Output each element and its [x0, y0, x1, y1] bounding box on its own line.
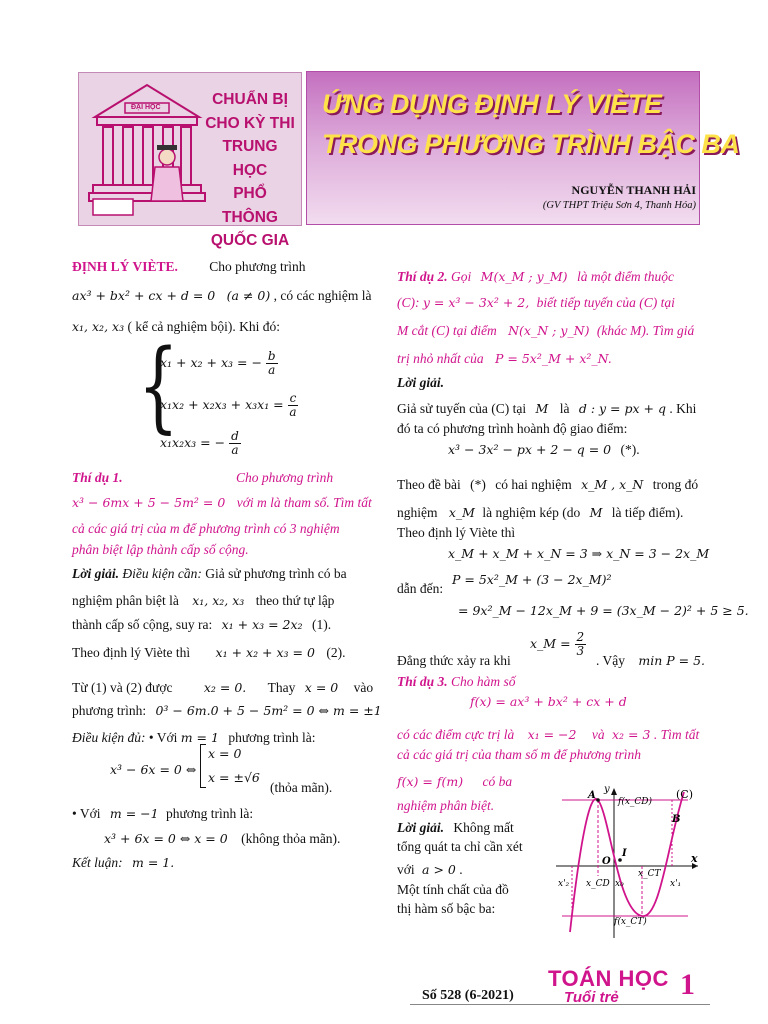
equation: 0³ − 6m.0 + 5 − 5m² = 0 ⇔ m = ±1	[155, 703, 382, 718]
logo-line: CHUẨN BỊ	[212, 91, 288, 108]
fraction	[266, 350, 278, 377]
fraction	[288, 392, 299, 419]
ex3-line-5: nghiệm phân biệt.	[397, 798, 495, 813]
graph-y-label: y	[604, 784, 610, 795]
logo-sign: ĐẠI HỌC	[131, 104, 161, 111]
text: Giả sử phương trình có ba	[205, 566, 347, 581]
equation: x = 0	[304, 680, 339, 695]
article-title	[322, 84, 739, 164]
vieta-product	[160, 430, 241, 457]
sufficient-label: Điều kiện đủ:	[72, 730, 146, 745]
university-building-icon	[85, 79, 209, 219]
ex2-line-4	[397, 350, 612, 367]
roots: x₁, x₂, x₃	[192, 593, 245, 608]
sol2-line-8	[397, 580, 443, 597]
page-number: 1	[680, 968, 695, 1001]
sol3-line-4: Một tính chất của đồ	[397, 882, 509, 897]
sol2-line-9: = 9x²_M − 12x_M + 9 = (3x_M − 2)² + 5 ≥ 5.	[458, 603, 749, 618]
sol1-line-1	[72, 565, 347, 582]
text: . Tìm tất	[653, 727, 700, 742]
ex2-label: Thí dụ 2.	[397, 269, 448, 284]
graph-x1p-label: x'₁	[670, 879, 682, 889]
ex3-function: f(x) = ax³ + bx² + cx + d	[470, 694, 627, 709]
sol2-line-1	[397, 400, 696, 417]
text: với	[397, 862, 415, 877]
logo-line: CHO KỲ THI	[205, 114, 295, 132]
text: nghiệm	[397, 505, 438, 520]
text: có hai nghiệm	[495, 477, 572, 492]
cubic-equation: ax³ + bx² + cx + d = 0	[72, 288, 216, 303]
equation: d : y = px + q	[578, 401, 666, 416]
ex2-line-3	[397, 322, 694, 339]
title-line: TRONG PHƯƠNG TRÌNH BẬC BA	[322, 129, 740, 159]
roots: x₁, x₂, x₃	[72, 319, 125, 334]
ex1-equation: x³ − 6mx + 5 − 5m² = 0	[72, 495, 226, 510]
graph-I-label: I	[622, 848, 627, 859]
equation: N(x_N ; y_N)	[508, 323, 590, 338]
equation: m = 1.	[132, 855, 175, 870]
suf-line-2	[72, 805, 253, 822]
ex1-line-1	[72, 469, 333, 486]
graph-B-label: B	[672, 814, 681, 825]
text: là nghiệm kép (do	[482, 505, 581, 520]
condition: (a ≠ 0)	[226, 288, 271, 303]
theorem-line-2	[72, 287, 371, 304]
ex3-line-4	[397, 773, 512, 790]
roots: x_M , x_N	[581, 477, 644, 492]
sol2-line-10	[397, 652, 511, 669]
text: ( kể cả nghiệm bội). Khi đó:	[127, 319, 281, 334]
equation: P = 5x²_M + x²_N.	[495, 351, 612, 366]
text: Cho phương trình	[209, 259, 306, 274]
sol2-line-4	[397, 476, 698, 493]
graph-A-label: A	[588, 790, 596, 801]
text: vào	[353, 680, 374, 695]
solution-label: Lời giải.	[397, 820, 444, 835]
sol1-line-5	[72, 679, 373, 696]
text: . Khi	[669, 401, 697, 416]
text: Cho hàm số	[451, 674, 516, 689]
equation: x₂ = 0.	[203, 680, 247, 695]
text: là tiếp điểm).	[611, 505, 684, 520]
denominator: 3	[576, 644, 585, 658]
text: (C):	[397, 295, 420, 310]
text: . Vậy	[596, 653, 625, 668]
text: biết tiếp tuyến của (C) tại	[536, 295, 675, 310]
numerator: 2	[576, 630, 585, 644]
text: phương trình:	[72, 703, 147, 718]
y-arrow-icon	[611, 788, 617, 795]
graph-fcd-label: f(x_CD)	[618, 797, 653, 807]
text: là	[559, 401, 570, 416]
text: trong đó	[652, 477, 699, 492]
ref: (2).	[326, 645, 346, 660]
graph-x-label: x	[691, 852, 698, 865]
cubic-curve	[570, 792, 684, 932]
ex1-line-2	[72, 494, 372, 511]
expr: x₁x₂ + x₂x₃ + x₃x₁ =	[160, 397, 284, 412]
text: Đẳng thức xảy ra khi	[397, 653, 511, 668]
ex1-line-3: cả các giá trị của m để phương trình có 3 nghiệm	[72, 521, 340, 536]
sol2-line-2: đó ta có phương trình hoành độ giao điểm:	[397, 421, 628, 436]
vieta-sum	[160, 350, 278, 377]
suf-line-3	[104, 830, 340, 847]
equation: M(x_M ; y_M)	[480, 269, 568, 284]
equation: x³ − 3x² − px + 2 − q = 0	[448, 442, 612, 457]
sol1-line-6	[72, 702, 382, 719]
point: M	[589, 505, 603, 520]
text: trị nhỏ nhất của	[397, 351, 484, 366]
denominator: a	[231, 443, 239, 457]
logo-line: TRUNG HỌC	[222, 138, 278, 179]
expr: x₁x₂x₃ = −	[160, 435, 226, 450]
ref: (*)	[470, 477, 486, 492]
equation: x³ + 6x = 0 ⇔ x = 0	[104, 831, 228, 846]
magazine-brand-sub: Tuổi trẻ	[564, 989, 619, 1006]
sol3-line-1	[397, 819, 514, 836]
graph-x0-label: x₀	[615, 879, 624, 889]
text: Gọi	[451, 269, 472, 284]
graph-xcd-label: x_CD	[586, 879, 610, 889]
root: x_M	[448, 505, 475, 520]
numerator: b	[267, 349, 276, 363]
text: với m là tham số. Tìm tất	[236, 495, 372, 510]
footer-rule	[410, 1004, 710, 1005]
text: Cho phương trình	[236, 470, 334, 485]
equation: m = 1	[180, 730, 219, 745]
system-brace: {	[138, 330, 179, 445]
ex2-line-1	[397, 268, 674, 285]
sol2-P-def: P = 5x²_M + (3 − 2x_M)²	[452, 572, 612, 587]
author-name: NGUYỄN THANH HẢI	[571, 183, 696, 197]
logo-text	[204, 88, 296, 253]
sol2-conclusion	[596, 652, 705, 669]
equation: y = x³ − 3x² + 2,	[422, 295, 530, 310]
title-line: ỨNG DỤNG ĐỊNH LÝ VIÈTE	[322, 89, 662, 119]
ref: (*).	[620, 442, 640, 457]
expr: x_M =	[530, 636, 571, 651]
solution-label: Lời giải.	[72, 566, 119, 581]
text: (khác M). Tìm giá	[596, 323, 695, 338]
text: thành cấp số cộng, suy ra:	[72, 617, 213, 632]
text: Không mất	[453, 820, 514, 835]
text: và	[591, 727, 605, 742]
graph-fct-label: f(x_CT)	[614, 917, 647, 927]
ex2-line-2	[397, 294, 675, 311]
text: .	[459, 862, 463, 877]
denominator: a	[289, 405, 297, 419]
text: dẫn đến:	[397, 581, 444, 596]
denominator: a	[268, 363, 276, 377]
sol3-line-2: tổng quát ta chỉ cần xét	[397, 839, 523, 854]
sol2-line-3	[448, 441, 640, 458]
sol1-line-2	[72, 592, 334, 609]
text: (không thỏa mãn).	[241, 831, 341, 846]
text: Thay	[267, 680, 296, 695]
equation: m = −1	[109, 806, 159, 821]
case-1: x = 0	[208, 746, 242, 761]
sol2-line-7: x_M + x_M + x_N = 3 ⇒ x_N = 3 − 2x_M	[448, 546, 710, 561]
theorem-line-1	[72, 258, 306, 275]
author-affiliation: (GV THPT Triệu Sơn 4, Thanh Hóa)	[542, 200, 696, 211]
suf-equation: x³ − 6x = 0 ⇔	[110, 762, 197, 777]
sol2-label: Lời giải.	[397, 375, 444, 390]
text: theo thứ tự lập	[255, 593, 335, 608]
logo-line: PHỔ THÔNG	[222, 185, 278, 226]
numerator: c	[289, 391, 297, 405]
equation: x₁ = −2	[527, 727, 577, 742]
expr: x₁ + x₂ + x₃ = −	[160, 355, 262, 370]
text: , có các nghiệm là	[273, 288, 372, 303]
ex3-line-3: cả các giá trị của tham số m để phương trình	[397, 747, 642, 762]
ex3-line-2	[397, 726, 699, 743]
equation: x₁ + x₂ + x₃ = 0	[215, 645, 315, 660]
ex3-line-1	[397, 673, 516, 690]
text: M cắt (C) tại điểm	[397, 323, 497, 338]
text: Theo đề bài	[397, 477, 461, 492]
sol1-line-4	[72, 644, 345, 661]
vieta-pair-sum	[160, 392, 298, 419]
equation: min P = 5.	[638, 653, 706, 668]
text: có các điểm cực trị là	[397, 727, 515, 742]
conclusion	[72, 854, 174, 871]
ex1-line-4: phân biệt lập thành cấp số cộng.	[72, 542, 249, 557]
equality-case	[530, 631, 586, 658]
text: nghiệm phân biệt là	[72, 593, 179, 608]
graph-xct-label: x_CT	[638, 869, 661, 879]
theorem-title: ĐỊNH LÝ VIÈTE.	[72, 259, 178, 274]
logo-line: QUỐC GIA	[210, 232, 290, 249]
text: phương trình là:	[228, 730, 316, 745]
sol3-line-5: thị hàm số bậc ba:	[397, 901, 496, 916]
text: Từ (1) và (2) được	[72, 680, 173, 695]
case-2: x = ±√6	[208, 770, 260, 785]
sol3-line-3	[397, 861, 463, 878]
text: có ba	[482, 774, 513, 789]
graph-x2p-label: x'₂	[558, 879, 570, 889]
suf-line-1	[72, 729, 316, 746]
equation: x₂ = 3	[612, 727, 651, 742]
sol2-line-5	[397, 504, 683, 521]
graph-curve-label: (C)	[676, 788, 693, 801]
issue-number: Số 528 (6-2021)	[422, 988, 514, 1003]
fraction	[575, 631, 587, 658]
equation: x₁ + x₃ = 2x₂	[221, 617, 303, 632]
sol1-line-3	[72, 616, 331, 633]
ex1-label: Thí dụ 1.	[72, 470, 123, 485]
magazine-brand: TOÁN HỌC	[548, 966, 669, 991]
sol2-line-6: Theo định lý Viète thì	[397, 525, 516, 540]
cubic-graph	[548, 782, 704, 942]
text: là một điểm thuộc	[576, 269, 675, 284]
conclusion-label: Kết luận:	[72, 855, 123, 870]
equation: a > 0	[422, 862, 456, 877]
satisfied-note: (thỏa mãn).	[270, 780, 333, 795]
equation: f(x) = f(m)	[397, 774, 464, 789]
ex3-label: Thí dụ 3.	[397, 674, 448, 689]
text: • Với	[72, 806, 101, 821]
ref: (1).	[311, 617, 332, 632]
text: phương trình là:	[165, 806, 254, 821]
point: M	[535, 401, 549, 416]
text: Theo định lý Viète thì	[72, 645, 191, 660]
numerator: d	[231, 429, 239, 443]
text: Giả sử tuyến của (C) tại	[397, 401, 527, 416]
necessary-label: Điều kiện cần:	[122, 566, 202, 581]
graph-O-label: O	[602, 856, 611, 867]
fraction	[229, 430, 241, 457]
case-bracket	[200, 744, 206, 788]
text: • Với	[148, 730, 178, 745]
point-A	[596, 798, 600, 802]
